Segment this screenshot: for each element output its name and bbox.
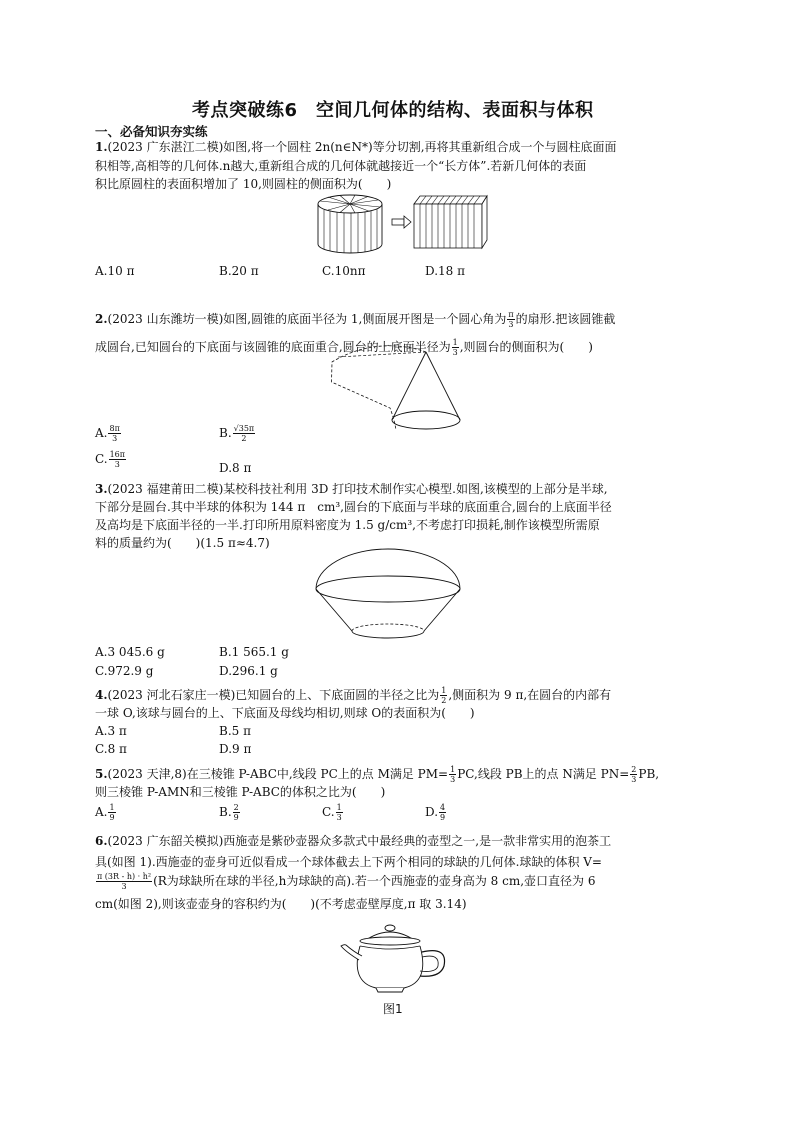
- option-c-label: C.: [95, 452, 108, 466]
- fraction: $\frac{1}{3}$: [452, 338, 458, 357]
- question-number: 6.: [95, 834, 108, 848]
- option-a-fraction: $\frac{8\pi}{3}$: [109, 424, 120, 443]
- question-text: 积比原圆柱的表面积增加了 10,则圆柱的侧面积为( ): [95, 177, 392, 191]
- option-c-fraction: $\frac{16\pi}{3}$: [109, 450, 126, 469]
- option-d: D.8 π: [219, 461, 252, 475]
- cone-figure: [330, 352, 460, 422]
- option-c-label: C.: [322, 805, 335, 819]
- cylinder-figure: [310, 192, 510, 256]
- option-d: D.18 π: [425, 264, 465, 278]
- option-b-label: B.: [219, 805, 232, 819]
- question-text: 及高均是下底面半径的一半.打印所用原料密度为 1.5 g/cm³,不考虑打印损耗,制作该模型所需原: [95, 518, 600, 532]
- option-a-fraction: $\frac{1}{9}$: [109, 803, 115, 822]
- question-text: 的扇形.把该圆锥截: [515, 312, 616, 326]
- question-text: PB,: [638, 767, 660, 781]
- question-text: 具(如图 1).西施壶的壶身可近似看成一个球体截去上下两个相同的球缺的几何体.球缺的体积 V=: [95, 855, 602, 869]
- option-c: C.8 π: [95, 742, 127, 756]
- option-a-label: A.: [95, 426, 108, 440]
- question-text: (2023 广东湛江二模)如图,将一个圆柱 2n(n∈N*)等分切割,再将其重新组合成一个与圆柱底面面: [107, 140, 617, 154]
- question-number: 1.: [95, 140, 108, 154]
- question-text: 则三棱锥 P-AMN和三棱锥 P-ABC的体积之比为( ): [95, 785, 386, 799]
- question-number: 5.: [95, 767, 108, 781]
- fraction: $\frac{1}{2}$: [441, 686, 447, 705]
- option-b: B.1 565.1 g: [219, 645, 289, 659]
- hemisphere-frustum-figure: [314, 549, 464, 639]
- option-d: D.296.1 g: [219, 664, 278, 678]
- option-c: C.972.9 g: [95, 664, 154, 678]
- question-text: (2023 天津,8)在三棱锥 P-ABC中,线段 PC上的点 M满足 PM=: [107, 767, 449, 781]
- option-b: B.20 π: [219, 264, 259, 278]
- option-b: B.5 π: [219, 724, 251, 738]
- question-text: cm(如图 2),则该壶壶身的容积约为( )(不考虑壶壁厚度,π 取 3.14): [95, 897, 467, 911]
- question-text: (2023 河北石家庄一模)已知圆台的上、下底面圆的半径之比为: [107, 688, 440, 702]
- option-b-fraction: $\frac{2}{9}$: [233, 803, 239, 822]
- question-text: ,则圆台的侧面积为( ): [459, 340, 593, 354]
- question-text: 积相等,高相等的几何体.n越大,重新组合成的几何体就越接近一个“长方体”.若新几何体的表面: [95, 159, 587, 173]
- question-text: 料的质量约为( )(1.5 π≈4.7): [95, 536, 270, 550]
- option-c: C.10nπ: [322, 264, 366, 278]
- figure-caption: 图1: [383, 1002, 403, 1016]
- option-d-label: D.: [425, 805, 439, 819]
- fraction: $\frac{2}{3}$: [631, 765, 637, 784]
- question-text: 下部分是圆台.其中半球的体积为 144 π cm³,圆台的下底面与半球的底面重合,圆台的上底面半径: [95, 500, 612, 514]
- fraction: $\frac{1}{3}$: [450, 765, 456, 784]
- option-a: A.3 045.6 g: [95, 645, 165, 659]
- section-heading: 一、必备知识夯实练: [95, 124, 208, 139]
- option-a-label: A.: [95, 805, 108, 819]
- fraction: $\frac{\pi}{3}$: [508, 310, 514, 329]
- option-a: A.10 π: [95, 264, 135, 278]
- option-b-fraction: $\frac{√35\pi}{2}$: [233, 424, 255, 443]
- question-number: 4.: [95, 688, 108, 702]
- formula-fraction: $\frac{\text{π (3R - h) · h²}}{3}$: [97, 872, 152, 891]
- page-title: 考点突破练6 空间几何体的结构、表面积与体积: [192, 100, 594, 121]
- question-text: (2023 山东潍坊一模)如图,圆锥的底面半径为 1,侧面展开图是一个圆心角为: [107, 312, 507, 326]
- question-text: ,侧面积为 9 π,在圆台的内部有: [448, 688, 612, 702]
- option-c-fraction: $\frac{1}{3}$: [336, 803, 342, 822]
- question-text: 成圆台,已知圆台的下底面与该圆锥的底面重合,圆台的上底面半径为: [95, 340, 451, 354]
- question-text: PC,线段 PB上的点 N满足 PN=: [457, 767, 630, 781]
- option-d-fraction: $\frac{4}{9}$: [440, 803, 446, 822]
- option-d: D.9 π: [219, 742, 252, 756]
- option-a: A.3 π: [95, 724, 127, 738]
- question-text: (R为球缺所在球的半径,h为球缺的高).若一个西施壶的壶身高为 8 cm,壶口直径为 6: [153, 874, 596, 888]
- option-b-label: B.: [219, 426, 232, 440]
- question-text: 一球 O,该球与圆台的上、下底面及母线均相切,则球 O的表面积为( ): [95, 706, 475, 720]
- teapot-figure: [340, 922, 460, 998]
- question-number: 3.: [95, 482, 108, 496]
- question-number: 2.: [95, 312, 108, 326]
- question-text: (2023 福建莆田二模)某校科技社利用 3D 打印技术制作实心模型.如图,该模型的上部分是半球,: [107, 482, 608, 496]
- question-text: (2023 广东韶关模拟)西施壶是紫砂壶器众多款式中最经典的壶型之一,是一款非常实用的泡茶工: [107, 834, 612, 848]
